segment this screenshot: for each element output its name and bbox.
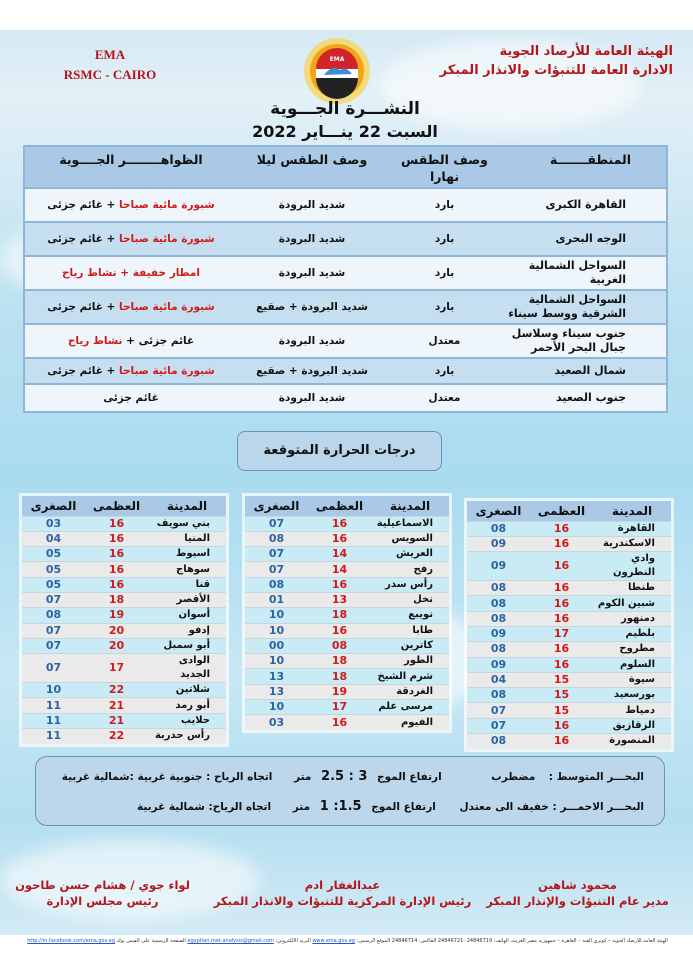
wave-label: ارتفاع الموج [377, 771, 442, 783]
city-name: الغردقة [371, 684, 449, 699]
max-temp: 16 [530, 734, 593, 749]
temp-row [245, 516, 449, 531]
header-min: الصغرى [22, 496, 85, 516]
min-temp: 08 [245, 531, 308, 546]
header-city: المدينة [371, 496, 449, 516]
temp-row [22, 654, 226, 683]
temp-row [22, 623, 226, 638]
sea-label: البحـــر المتوسط : [548, 771, 644, 783]
signature-title: مدير عام التنبؤات والإنذار المبكر [486, 894, 669, 908]
city-name: الزقازيق [593, 718, 671, 733]
signature-title: رئيس مجلس الإدارة [46, 894, 159, 908]
org-line: الهيئة العامة للأرصاد الجوية [499, 44, 673, 59]
min-temp: 11 [22, 698, 85, 713]
city-name: سوهاج [148, 562, 226, 577]
max-temp: 16 [85, 547, 148, 562]
temp-row [22, 608, 226, 623]
max-temp: 17 [530, 626, 593, 641]
signature-forecast-director [470, 877, 685, 909]
max-temp: 18 [308, 608, 371, 623]
city-name: الاسكندرية [593, 536, 671, 551]
city-name: القاهرة [593, 521, 671, 536]
ema-line: EMA [94, 47, 126, 62]
temperature-table-sinai-red-sea [245, 496, 449, 730]
max-temp: 21 [85, 698, 148, 713]
phenomena-cell [24, 358, 237, 384]
city-name: المنيا [148, 531, 226, 546]
temp-row [22, 516, 226, 531]
temp-header-row [22, 496, 226, 516]
temp-row [467, 626, 671, 641]
temp-row [22, 547, 226, 562]
wave-unit: متر [292, 801, 311, 813]
temp-row [245, 638, 449, 653]
max-temp: 22 [85, 683, 148, 698]
wind-direction: اتجاه الرياح : جنوبية غربية :شمالية غربية [61, 771, 273, 783]
min-temp: 07 [467, 718, 530, 733]
table-row [24, 358, 667, 384]
min-temp: 07 [22, 638, 85, 653]
min-temp: 10 [245, 654, 308, 669]
city-name: بورسعيد [593, 688, 671, 703]
min-temp: 09 [467, 536, 530, 551]
max-temp: 16 [530, 536, 593, 551]
sea-label: البحـــر الاحمـــر : [552, 801, 644, 813]
bulletin-date: السبت 22 ينـــاير 2022 [252, 122, 438, 141]
phenomena-sep: + [102, 301, 120, 313]
phenomena-black: غائم جزئى [138, 335, 195, 347]
min-temp: 07 [245, 516, 308, 531]
city-name: حلايب [148, 713, 226, 728]
temp-row [245, 684, 449, 699]
temp-row [467, 611, 671, 626]
temp-row [245, 654, 449, 669]
min-temp: 08 [467, 611, 530, 626]
night-cell: شديد البرودة + صقيع [237, 358, 387, 384]
min-temp: 08 [467, 734, 530, 749]
night-cell: شديد البرودة + صقيع [237, 290, 387, 324]
header-city: المدينة [148, 496, 226, 516]
table-row [24, 324, 667, 358]
min-temp: 08 [467, 521, 530, 536]
signature-name: عبدالغفار ادم [304, 878, 381, 892]
signature-name: محمود شاهين [538, 878, 617, 892]
region-cell: جنوب سيناء وسلاسل جبال البحر الأحمر [502, 324, 667, 358]
phenomena-red: شبورة مائية صباحا [119, 199, 215, 211]
min-temp: 09 [467, 552, 530, 581]
max-temp: 15 [530, 672, 593, 687]
phenomena-cell [24, 324, 237, 358]
temp-row [22, 577, 226, 592]
header-min: الصغرى [245, 496, 308, 516]
max-temp: 16 [308, 577, 371, 592]
night-cell: شديد البرودة [237, 256, 387, 290]
temp-row [22, 638, 226, 653]
city-name: شبين الكوم [593, 596, 671, 611]
min-temp: 05 [22, 547, 85, 562]
header-max: العظمى [308, 496, 371, 516]
temperature-section-title: درجات الحرارة المتوقعة [237, 431, 442, 471]
logo-text: EMA [329, 56, 345, 63]
temp-row [245, 623, 449, 638]
wind-direction: اتجاه الرياح: شمالية غربية [136, 801, 272, 813]
max-temp: 17 [308, 700, 371, 715]
city-name: الوادى الجديد [148, 654, 226, 683]
city-name: اسيوط [148, 547, 226, 562]
temperature-table-upper-egypt [22, 496, 226, 744]
temp-row [467, 734, 671, 749]
min-temp: 10 [245, 700, 308, 715]
max-temp: 16 [530, 596, 593, 611]
max-temp: 16 [308, 516, 371, 531]
city-name: دمنهور [593, 611, 671, 626]
city-name: رفح [371, 562, 449, 577]
city-name: بني سويف [148, 516, 226, 531]
header-city: المدينة [593, 501, 671, 521]
phenomena-black: غائم جزئى [47, 301, 103, 313]
phenomena-cell [24, 384, 237, 412]
temp-row [245, 531, 449, 546]
sea-state: خفيف الى معتدل [459, 801, 549, 813]
max-temp: 16 [530, 581, 593, 596]
min-temp: 08 [467, 642, 530, 657]
max-temp: 08 [308, 638, 371, 653]
header-region: المنطقـــــــة [502, 146, 667, 188]
night-cell: شديد البرودة [237, 384, 387, 412]
temp-row [22, 698, 226, 713]
temp-row [245, 608, 449, 623]
footer-contact [10, 938, 685, 944]
phenomena-cell [24, 290, 237, 324]
table-row [24, 222, 667, 256]
min-temp: 09 [467, 626, 530, 641]
org-header-ar [413, 42, 673, 80]
day-cell: معتدل [387, 384, 502, 412]
region-cell: جنوب الصعيد [502, 384, 667, 412]
min-temp: 08 [22, 608, 85, 623]
city-name: السلوم [593, 657, 671, 672]
max-temp: 16 [308, 531, 371, 546]
temp-row [467, 536, 671, 551]
city-name: الفيوم [371, 715, 449, 730]
min-temp: 07 [22, 592, 85, 607]
min-temp: 09 [467, 657, 530, 672]
city-name: طابا [371, 623, 449, 638]
min-temp: 01 [245, 592, 308, 607]
min-temp: 04 [467, 672, 530, 687]
min-temp: 13 [245, 669, 308, 684]
temp-row [22, 531, 226, 546]
max-temp: 14 [308, 547, 371, 562]
temp-row [467, 642, 671, 657]
min-temp: 07 [22, 654, 85, 683]
header-day: وصف الطقس نهارا [387, 146, 502, 188]
min-temp: 13 [245, 684, 308, 699]
min-temp: 08 [467, 596, 530, 611]
max-temp: 16 [308, 715, 371, 730]
table-row [24, 188, 667, 222]
city-name: العريش [371, 547, 449, 562]
city-name: نخل [371, 592, 449, 607]
city-name: شلاتين [148, 683, 226, 698]
max-temp: 20 [85, 638, 148, 653]
temp-row [22, 729, 226, 744]
min-temp: 10 [245, 623, 308, 638]
max-temp: 20 [85, 623, 148, 638]
city-name: رأس حدربة [148, 729, 226, 744]
temp-row [467, 596, 671, 611]
facebook-label: الصفحة الرسمية على الفيس بوك [116, 938, 186, 944]
min-temp: 11 [22, 729, 85, 744]
signature-chairman [10, 877, 195, 909]
max-temp: 16 [85, 577, 148, 592]
night-cell: شديد البرودة [237, 188, 387, 222]
table-row [24, 256, 667, 290]
signature-title: رئيس الإدارة المركزية للتنبؤات والانذار المبكر [213, 894, 472, 908]
temp-row [245, 592, 449, 607]
day-cell: بارد [387, 290, 502, 324]
city-name: وادي النطرون [593, 552, 671, 581]
signature-central-head [210, 877, 475, 909]
wave-unit: متر [294, 771, 312, 783]
phenomena-cell [24, 188, 237, 222]
temp-row [22, 592, 226, 607]
max-temp: 14 [308, 562, 371, 577]
min-temp: 10 [22, 683, 85, 698]
city-name: طنطا [593, 581, 671, 596]
max-temp: 16 [85, 562, 148, 577]
max-temp: 16 [530, 642, 593, 657]
org-line: الادارة العامة للتنبؤات والانذار المبكر [439, 63, 673, 78]
max-temp: 15 [530, 703, 593, 718]
night-cell: شديد البرودة [237, 222, 387, 256]
region-cell: السواحل الشمالية الغربية [502, 256, 667, 290]
temp-row [467, 672, 671, 687]
city-name: أبو سمبل [148, 638, 226, 653]
sea-row-mediterranean [62, 769, 644, 784]
day-cell: بارد [387, 222, 502, 256]
temp-row [22, 683, 226, 698]
wave-label: ارتفاع الموج [371, 801, 436, 813]
min-temp: 03 [245, 715, 308, 730]
email-link[interactable]: egyptian.met.analysis@gmail.com [187, 938, 274, 944]
phenomena-sep: + [122, 335, 139, 347]
ema-header-en [40, 45, 180, 85]
wave-value: 1 :1.5 [319, 799, 362, 814]
city-name: المنصورة [593, 734, 671, 749]
phenomena-red: شبورة مائية صباحا [119, 301, 215, 313]
city-name: مطروح [593, 642, 671, 657]
min-temp: 05 [22, 562, 85, 577]
min-temp: 04 [22, 531, 85, 546]
min-temp: 07 [245, 547, 308, 562]
max-temp: 19 [308, 684, 371, 699]
ema-logo [302, 36, 372, 106]
temp-header-row [245, 496, 449, 516]
city-name: الطور [371, 654, 449, 669]
rsmc-line: RSMC - CAIRO [63, 67, 157, 82]
max-temp: 16 [85, 531, 148, 546]
min-temp: 11 [22, 713, 85, 728]
max-temp: 22 [85, 729, 148, 744]
header-max: العظمى [85, 496, 148, 516]
city-name: بلطيم [593, 626, 671, 641]
max-temp: 16 [308, 623, 371, 638]
day-cell: بارد [387, 358, 502, 384]
phenomena-sep: + [102, 233, 120, 245]
facebook-link[interactable]: http://m.facebook.com/ema.gov.eg [27, 938, 116, 944]
city-name: أسوان [148, 608, 226, 623]
footer-address: الهيئة العامة للأرصاد الجوية – كوبري القبة – القاهرة – جمهورية مصر العربية، الهاتف: 24846719 -24846721 الفاكس: 24846714 الموقع الرسمي: [356, 938, 668, 944]
min-temp: 05 [22, 577, 85, 592]
region-cell: السواحل الشمالية الشرقية ووسط سيناء [502, 290, 667, 324]
phenomena-black: غائم جزئى [103, 392, 159, 404]
phenomena-black: غائم جزئى [47, 365, 103, 377]
min-temp: 08 [467, 581, 530, 596]
header-min: الصغرى [467, 501, 530, 521]
max-temp: 16 [530, 611, 593, 626]
min-temp: 08 [245, 577, 308, 592]
day-cell: معتدل [387, 324, 502, 358]
min-temp: 10 [245, 608, 308, 623]
night-cell: شديد البرودة [237, 324, 387, 358]
phenomena-sep: + [102, 199, 120, 211]
city-name: مرسى علم [371, 700, 449, 715]
sea-row-red-sea [137, 799, 644, 814]
header-max: العظمى [530, 501, 593, 521]
weather-table [23, 145, 668, 413]
city-name: قنا [148, 577, 226, 592]
day-cell: بارد [387, 188, 502, 222]
city-name: الاسماعيلية [371, 516, 449, 531]
max-temp: 16 [530, 657, 593, 672]
top-bar [0, 0, 693, 30]
header-phenomena: الظواهــــــــر الجــــوية [24, 146, 237, 188]
city-name: دمياط [593, 703, 671, 718]
temp-row [22, 562, 226, 577]
max-temp: 13 [308, 592, 371, 607]
temp-row [467, 552, 671, 581]
city-name: شرم الشيخ [371, 669, 449, 684]
city-name: السويس [371, 531, 449, 546]
phenomena-black: غائم جزئى [47, 233, 103, 245]
region-cell: شمال الصعيد [502, 358, 667, 384]
min-temp: 03 [22, 516, 85, 531]
temperature-table-north [467, 501, 671, 749]
min-temp: 07 [22, 623, 85, 638]
min-temp: 00 [245, 638, 308, 653]
region-cell: القاهرة الكبرى [502, 188, 667, 222]
email-label: البريد الالكتروني: [275, 938, 311, 944]
region-cell: الوجه البحرى [502, 222, 667, 256]
wave-value: 2.5 : 3 [321, 769, 368, 784]
day-cell: بارد [387, 256, 502, 290]
temp-row [467, 581, 671, 596]
temp-row [467, 688, 671, 703]
city-name: كاترين [371, 638, 449, 653]
temp-row [467, 521, 671, 536]
min-temp: 07 [245, 562, 308, 577]
phenomena-sep: + [102, 365, 120, 377]
max-temp: 16 [530, 521, 593, 536]
max-temp: 16 [530, 552, 593, 581]
sea-state: مضطرب [491, 771, 536, 783]
temp-row [467, 718, 671, 733]
temp-row [245, 669, 449, 684]
max-temp: 21 [85, 713, 148, 728]
temp-row [467, 703, 671, 718]
temp-row [22, 713, 226, 728]
temp-header-row [467, 501, 671, 521]
website-link[interactable]: www.ema.gov.eg [312, 938, 355, 944]
header-night: وصف الطقس ليلا [237, 146, 387, 188]
phenomena-cell [24, 256, 237, 290]
signature-name: لواء جوي / هشام حسن طاحون [15, 878, 190, 892]
temp-row [245, 700, 449, 715]
city-name: الأقصر [148, 592, 226, 607]
city-name: أبو رمد [148, 698, 226, 713]
min-temp: 07 [467, 703, 530, 718]
max-temp: 19 [85, 608, 148, 623]
max-temp: 15 [530, 688, 593, 703]
min-temp: 08 [467, 688, 530, 703]
table-row [24, 290, 667, 324]
temp-row [245, 562, 449, 577]
bulletin-title: النشـــرة الجـــوية [270, 99, 420, 119]
phenomena-cell [24, 222, 237, 256]
temp-row [245, 715, 449, 730]
max-temp: 16 [85, 516, 148, 531]
max-temp: 17 [85, 654, 148, 683]
sea-state-box [35, 756, 665, 826]
city-name: إدفو [148, 623, 226, 638]
phenomena-black: غائم جزئى [47, 199, 103, 211]
max-temp: 18 [308, 654, 371, 669]
max-temp: 18 [85, 592, 148, 607]
phenomena-red: نشاط رياح [67, 335, 123, 347]
max-temp: 16 [530, 718, 593, 733]
temp-row [245, 577, 449, 592]
phenomena-red: شبورة مائية صباحا [119, 233, 215, 245]
phenomena-red: امطار خفيفة + نشاط رياح [61, 267, 201, 279]
city-name: سيوة [593, 672, 671, 687]
max-temp: 18 [308, 669, 371, 684]
phenomena-red: شبورة مائية صباحا [119, 365, 215, 377]
city-name: نويبع [371, 608, 449, 623]
temp-row [245, 547, 449, 562]
table-row [24, 384, 667, 412]
city-name: رأس سدر [371, 577, 449, 592]
temp-row [467, 657, 671, 672]
